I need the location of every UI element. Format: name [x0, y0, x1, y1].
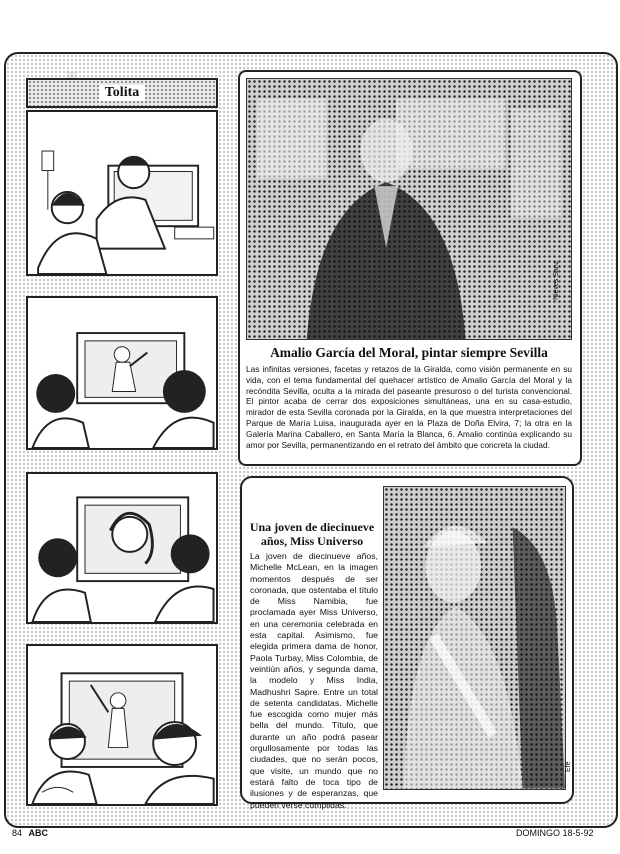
article1-body: Las infinitas versiones, facetas y retazos de la Giralda, como visión permanente en su vida, con el tema fundamental del quehacer artístico de Amalio García del Moral y la recóndita Sevilla, oculta a la mirada del paseante presuroso o del turista convencional. El pintor acaba de cerrar dos exposiciones simultáneas, una en su casa-estudio, mirador de esta Sevilla coronada por la Giralda, en la que muestra interpretaciones del Parque de María Luisa, inaugurada ayer en la Plaza de Doña Elvira, 7; la otra en la Galería Marina Caballero, en Santa María la Blanca, 6. Amalio continúa explicando su amor por Sevilla, permanentizando en el retrato del ámbito que concreta la ciudad.	[246, 364, 572, 450]
cartoon-panel-2	[26, 296, 218, 450]
cartoon-title-strip	[26, 78, 218, 108]
article1-photo	[246, 78, 572, 340]
painter-figure	[247, 79, 571, 339]
article2-photo-credit: Efe	[565, 761, 572, 772]
footer-left	[12, 828, 48, 838]
article2-title: Una joven de diecinueve años, Miss Universo	[249, 520, 375, 548]
miss-universe-figure	[384, 487, 565, 789]
cartoon-panel-3	[26, 472, 218, 624]
publication-name: ABC	[28, 828, 49, 838]
cartoon-drawing-1	[28, 112, 216, 274]
cartoon-panel-1	[26, 110, 218, 276]
page-number: 84	[12, 828, 23, 838]
article1-title: Amalio García del Moral, pintar siempre Sevilla	[270, 345, 548, 360]
article1-photo-credit: Nieves Sanz	[553, 260, 560, 300]
cartoon-drawing-4	[28, 646, 216, 804]
cartoon-panel-4	[26, 644, 218, 806]
cartoon-drawing-3	[28, 474, 216, 622]
cartoon-drawing-2	[28, 298, 216, 448]
article2-body: La joven de diecinueve años, Michelle McLean, en la imagen momentos después de ser coronada, que ostentaba el título de Miss Namibia, fue proclamada ayer Miss Universo, en una ceremonia celebrada en esta capital. Asimismo, fue elegida primera dama de honor, Paola Turbay, Miss Colombia, de veintiún años, y segunda dama, la modelo y Miss India, Madhushri Sapre. Entre un total de setenta candidatas. Michelle fue escogida como mujer más bella del mundo. Título, que durante un año podrá pasear orgullosamente por todas las ciudades, que no serán pocos, que visite, un mundo que no estará falto de toca tipo de ilusiones y de esperanzas, que pueden verse cumplidas.	[250, 551, 378, 810]
cartoon-title: Tolita	[99, 85, 146, 101]
footer-date: DOMINGO 18-5-92	[516, 828, 594, 838]
article2-photo	[383, 486, 566, 790]
